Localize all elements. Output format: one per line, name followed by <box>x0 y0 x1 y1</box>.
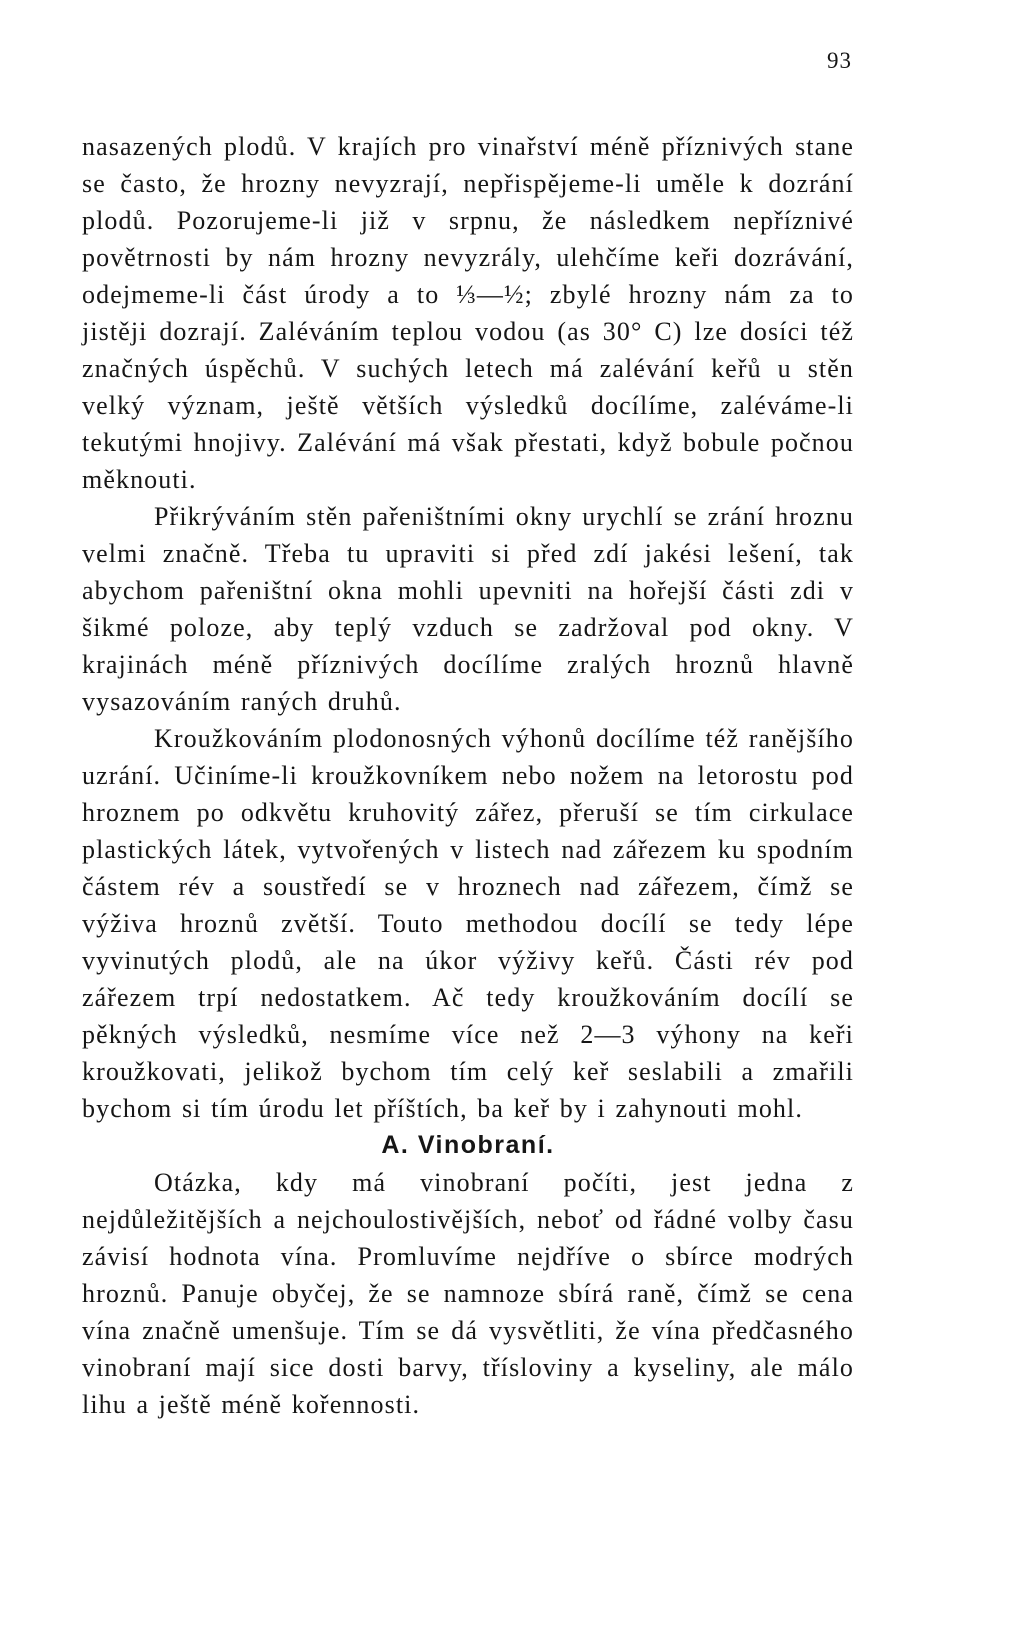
paragraph-ringing: Kroužkováním plodonosných výhonů docílíme též ranějšího uzrání. Učiníme-li kroužkovníkem nebo nožem na letorostu pod hroznem po odkvětu kruhovitý zářez, přeruší se tím cirkulace plastických látek, vytvořených v listech nad zářezem ku spodním částem rév a soustředí se v hroznech nad zářezem, čímž se výživa hroznů zvětší. Touto methodou docílí se tedy lépe vyvinutých plodů, ale na úkor výživy keřů. Části rév pod zářezem trpí nedostatkem. Ač tedy kroužkováním docílí se pěkných výsledků, nesmíme více než 2—3 výhony na keři kroužkovati, jelikož bychom tím celý keř seslabili a zmařili bychom si tím úrodu let příštích, ba keř by i zahynouti mohl. <box>82 724 854 1123</box>
paragraph-covering-walls: Přikrýváním stěn pařeništními okny urychlí se zrání hroznu velmi značně. Třeba tu upraviti si před zdí jakési lešení, tak abychom pařeništní okna mohli upevniti na hořejší části zdi v šikmé poloze, aby teplý vzduch se zadržoval pod okny. V krajinách méně příznivých docílíme zralých hroznů hlavně vysazováním raných druhů. <box>82 502 854 716</box>
page-number: 93 <box>827 48 852 73</box>
paragraph-ripening-aids: nasazených plodů. V krajích pro vinařství méně příznivých stane se často, že hrozny nevyzrají, nepřispějeme-li uměle k dozrání plodů. Pozorujeme-li již v srpnu, že následkem nepříznivé povětrnosti by nám hrozny nevyzrály, ulehčíme keři dozrávání, odejmeme-li část úrody a to ⅓—½; zbylé hrozny nám za to jistěji dozrají. Zaléváním teplou vodou (as 30° C) lze dosíci též značných úspěchů. V suchých letech má zalévání keřů u stěn velký význam, ještě větších výsledků docílíme, zaléváme-li tekutými hnojivy. Zalévání má však přestati, když bobule počnou měknouti. <box>82 132 854 494</box>
paragraph-vintage: Otázka, kdy má vinobraní počíti, jest jedna z nejdůležitějších a nejchoulostivějších, neboť od řádné volby času závisí hodnota vína. Promluvíme nejdříve o sbírce modrých hroznů. Panuje obyčej, že se namnoze sbírá raně, čímž se cena vína značně umenšuje. Tím se dá vysvětliti, že vína předčasného vinobraní mají sice dosti barvy, třísloviny a kyseliny, ale málo lihu a ještě méně kořennosti. <box>82 1168 854 1419</box>
body-text <box>82 128 854 1423</box>
section-heading: A. Vinobraní. <box>381 1131 555 1159</box>
